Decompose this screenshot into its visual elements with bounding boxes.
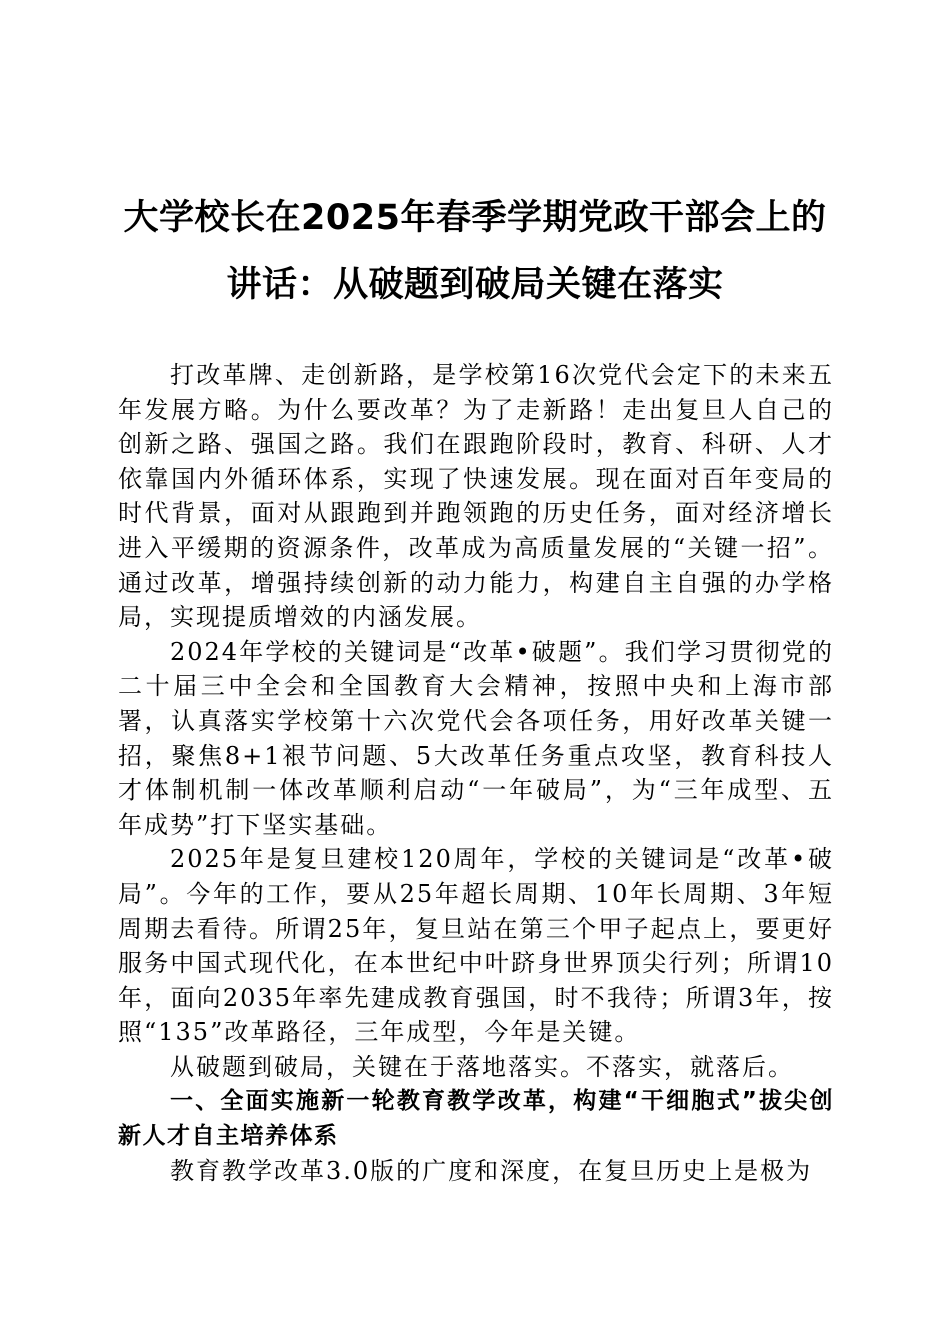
section-heading-1: 一、全面实施新一轮教育教学改革，构建“干细胞式”拔尖创新人才自主培养体系	[118, 1088, 834, 1150]
paragraph-1: 打改革牌、走创新路，是学校第16次党代会定下的未来五年发展方略。为什么要改革？为了走新路！走出复旦人自己的创新之路、强国之路。我们在跟跑阶段时，教育、科研、人才依靠国内外循环体系，实现了快速发展。现在面对百年变局的时代背景，面对从跟跑到并跑领跑的历史任务，面对经济增长进入平缓期的资源条件，改革成为高质量发展的“关键一招”。通过改革，增强持续创新的动力能力，构建自主自强的办学格局，实现提质增效的内涵发展。	[118, 361, 834, 632]
paragraph-4: 从破题到破局，关键在于落地落实。不落实，就落后。	[170, 1052, 794, 1081]
paragraph-5: 教育教学改革3.0版的广度和深度，在复旦历史上是极为	[170, 1156, 813, 1185]
paragraph-3: 2025年是复旦建校120周年，学校的关键词是“改革•破局”。今年的工作，要从25年超长周期、10年长周期、3年短周期去看待。所谓25年，复旦站在第三个甲子起点上，要更好服务中国式现代化，在本世纪中叶跻身世界顶尖行列；所谓10年，面向2035年率先建成教育强国，时不我待；所谓3年，按照“135”改革路径，三年成型，今年是关键。	[118, 845, 834, 1047]
document-title-line-1: 大学校长在2025年春季学期党政干部会上的	[123, 198, 827, 238]
document-body	[118, 358, 834, 1188]
paragraph-2: 2024年学校的关键词是“改革•破题”。我们学习贯彻党的二十届三中全会和全国教育大会精神，按照中央和上海市部署，认真落实学校第十六次党代会各项任务，用好改革关键一招，聚焦8+1裉节问题、5大改革任务重点攻坚，教育科技人才体制机制一体改革顺利启动“一年破局”，为“三年成型、五年成势”打下坚实基础。	[118, 637, 834, 839]
document-title-line-2: 讲话：从破题到破局关键在落实	[226, 265, 724, 305]
